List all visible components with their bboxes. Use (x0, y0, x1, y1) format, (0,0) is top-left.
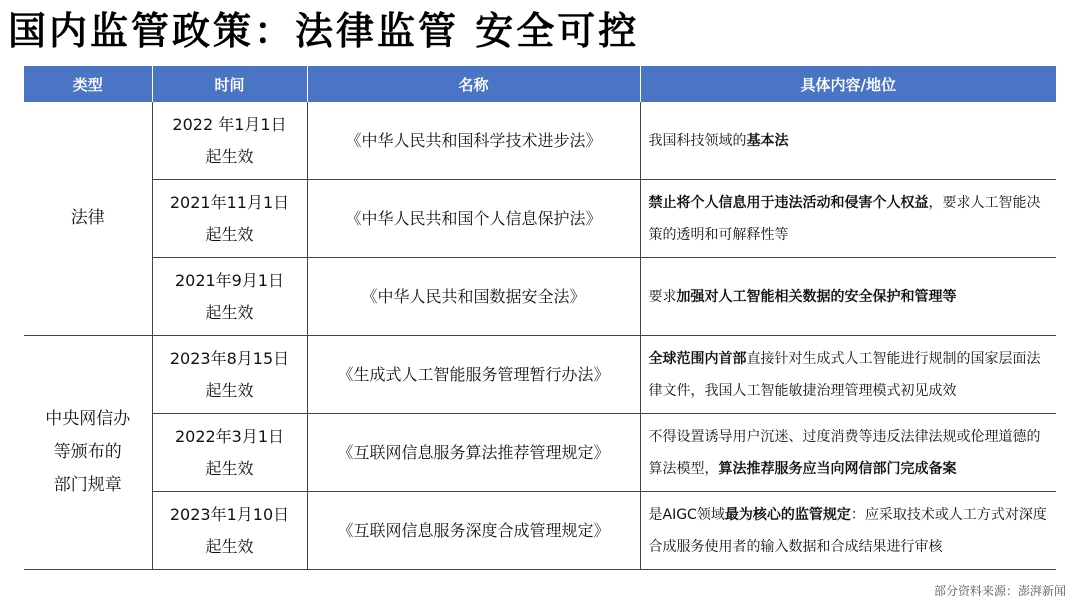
content-segment-bold: 基本法 (746, 132, 789, 149)
name-cell: 《互联网信息服务深度合成管理规定》 (307, 492, 640, 570)
header-name: 名称 (307, 66, 640, 102)
header-content: 具体内容/地位 (640, 66, 1056, 102)
content-segment: 直接针对生成式人工智能进行规制的国家层面法律文件，我国人工智能敏捷治理管理模式初见成效 (648, 350, 1041, 399)
effective-text: 起生效 (205, 380, 254, 400)
content-cell (640, 102, 1056, 180)
table-row (24, 414, 1056, 492)
date-text: 2021年9月1日 (174, 270, 285, 290)
effective-text: 起生效 (205, 224, 254, 244)
date-text: 2023年1月10日 (169, 504, 290, 524)
name-cell: 《生成式人工智能服务管理暂行办法》 (307, 336, 640, 414)
content-segment: ，要求人工智能决策的透明和可解释性等 (648, 194, 1041, 243)
content-cell (640, 336, 1056, 414)
effective-text: 起生效 (205, 146, 254, 166)
date-cell (152, 258, 307, 336)
name-cell: 《中华人民共和国个人信息保护法》 (307, 180, 640, 258)
table-header-row (24, 66, 1056, 102)
content-cell (640, 180, 1056, 258)
effective-text: 起生效 (205, 458, 254, 478)
content-cell (640, 492, 1056, 570)
content-segment-bold: 全球范围内首部 (648, 350, 747, 367)
source-note: 部分资料来源：澎湃新闻 (933, 584, 1066, 598)
content-segment: 不得设置诱导用户沉迷、过度消费等违反法律法规或伦理道德的算法模型， (648, 428, 1041, 477)
type-label: 中央网信办 (45, 409, 131, 429)
name-cell: 《中华人民共和国数据安全法》 (307, 258, 640, 336)
content-segment: 要求 (648, 288, 677, 305)
type-label: 法律 (70, 208, 105, 228)
content-segment-bold: 算法推荐服务应当向网信部门完成备案 (718, 460, 957, 477)
header-time: 时间 (152, 66, 307, 102)
content-cell (640, 414, 1056, 492)
type-cell-law (24, 102, 152, 336)
table-row (24, 102, 1056, 180)
header-type: 类型 (24, 66, 152, 102)
name-cell: 《互联网信息服务算法推荐管理规定》 (307, 414, 640, 492)
content-segment: 我国科技领域的 (648, 132, 747, 149)
date-cell (152, 492, 307, 570)
date-cell (152, 102, 307, 180)
content-cell (640, 258, 1056, 336)
name-cell: 《中华人民共和国科学技术进步法》 (307, 102, 640, 180)
content-segment: 是AIGC领域 (648, 506, 725, 523)
content-segment-bold: 加强对人工智能相关数据的安全保护和管理等 (676, 288, 957, 305)
table-row (24, 180, 1056, 258)
type-label: 等颁布的 (53, 442, 122, 462)
date-text: 2022 年1月1日 (172, 114, 287, 134)
date-cell (152, 414, 307, 492)
date-text: 2021年11月1日 (169, 192, 290, 212)
date-cell (152, 180, 307, 258)
type-cell-regulations (24, 336, 152, 570)
type-label: 部门规章 (53, 475, 122, 495)
policy-table (24, 66, 1056, 570)
table-row (24, 258, 1056, 336)
content-segment-bold: 禁止将个人信息用于违法活动和侵害个人权益 (648, 194, 929, 211)
date-text: 2023年8月15日 (169, 348, 290, 368)
date-cell (152, 336, 307, 414)
page-title: 国内监管政策：法律监管 安全可控 (8, 9, 640, 53)
content-segment: ：应采取技术或人工方式对深度合成服务使用者的输入数据和合成结果进行审核 (648, 506, 1047, 555)
date-text: 2022年3月1日 (174, 426, 285, 446)
effective-text: 起生效 (205, 536, 254, 556)
table-row (24, 336, 1056, 414)
effective-text: 起生效 (205, 302, 254, 322)
content-segment-bold: 最为核心的监管规定 (724, 506, 851, 523)
table-row (24, 492, 1056, 570)
